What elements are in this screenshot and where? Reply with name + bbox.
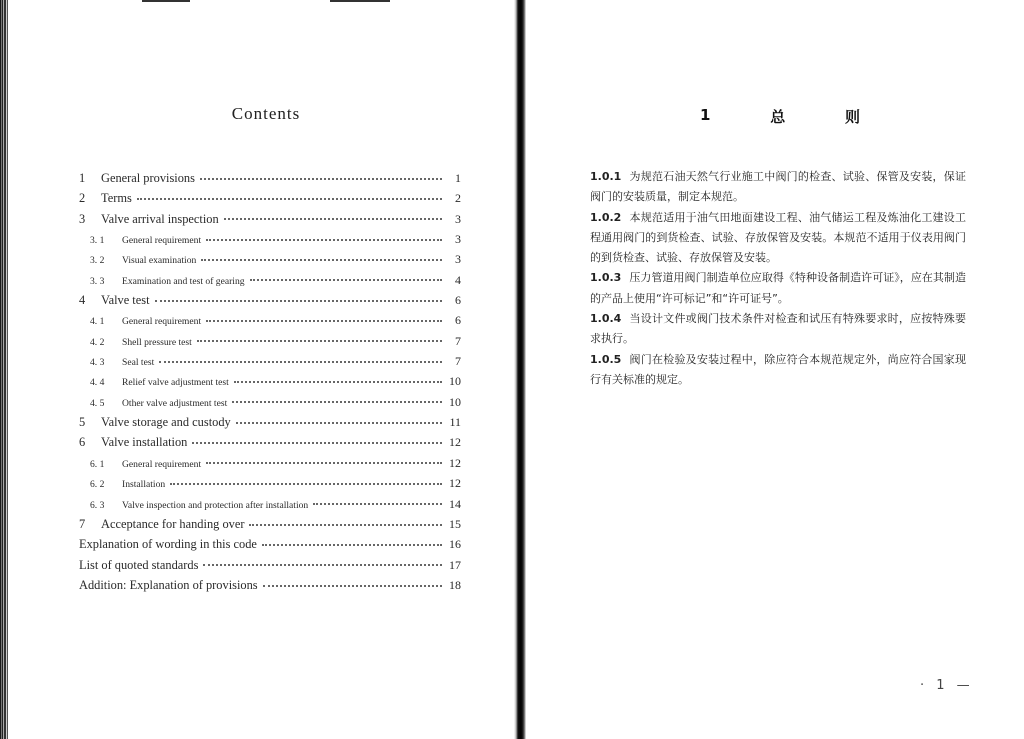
toc-dot-leader xyxy=(234,380,442,383)
toc-entry-number: 3. 2 xyxy=(90,255,105,267)
toc-entry-label: List of quoted standards xyxy=(79,557,199,572)
toc-entry xyxy=(79,310,461,330)
toc-dot-leader xyxy=(197,339,442,342)
toc-entry xyxy=(79,168,461,188)
toc-entry xyxy=(79,270,461,290)
toc-dot-leader xyxy=(313,502,442,505)
toc-entry-page: 12 xyxy=(449,476,461,491)
clause-number: 1.0.1 xyxy=(590,170,622,183)
toc-entry-number: 5 xyxy=(79,415,86,430)
toc-entry xyxy=(79,351,461,371)
toc-entry-page: 3 xyxy=(455,232,461,247)
toc-dot-leader xyxy=(224,217,442,220)
toc-entry-page: 3 xyxy=(455,252,461,267)
toc-entry xyxy=(79,331,461,351)
toc-entry-page: 18 xyxy=(449,577,461,592)
toc-entry-page: 10 xyxy=(449,394,461,409)
toc-entry-label: Acceptance for handing over xyxy=(101,516,245,531)
toc-entry xyxy=(79,575,461,595)
toc-entry-label: Valve arrival inspection xyxy=(101,211,219,226)
toc-entry-number: 4 xyxy=(79,293,86,308)
clause-text: 压力管道用阀门制造单位应取得《特种设备制造许可证》，应在其制造的产品上使用“许可标记”和“许可证号”。 xyxy=(590,271,966,305)
toc-entry-page: 6 xyxy=(455,313,461,328)
toc-entry xyxy=(79,229,461,249)
toc-entry-page: 14 xyxy=(449,496,461,511)
toc-entry-label: Valve storage and custody xyxy=(101,415,231,430)
toc-dot-leader xyxy=(250,278,442,281)
toc-entry-number: 3. 1 xyxy=(90,235,105,247)
clause-text: 阀门在检验及安装过程中，除应符合本规范规定外，尚应符合国家现行有关标准的规定。 xyxy=(590,352,966,386)
toc-entry xyxy=(79,494,461,514)
table-of-contents xyxy=(79,168,461,595)
toc-entry-number: 6. 1 xyxy=(90,458,105,470)
toc-entry-label: General provisions xyxy=(101,171,195,185)
toc-entry xyxy=(79,371,461,391)
toc-dot-leader xyxy=(192,441,442,444)
toc-entry-label: Valve test xyxy=(101,293,150,308)
toc-entry xyxy=(79,514,461,534)
toc-entry-number: 4. 1 xyxy=(90,316,105,328)
clause-paragraph xyxy=(590,167,966,208)
clause-text: 本规范适用于油气田地面建设工程、油气储运工程及炼油化工建设工程通用阀门的到货检查、试验、存放保管及安装。本规范不适用于仪表用阀门的到货检查、试验、存放保管及安装。 xyxy=(590,210,966,265)
toc-entry-page: 16 xyxy=(449,537,461,552)
toc-entry-page: 7 xyxy=(455,354,461,369)
toc-entry-label: Explanation of wording in this code xyxy=(79,537,257,552)
toc-entry-label: Addition: Explanation of provisions xyxy=(79,577,258,592)
toc-entry-page: 17 xyxy=(449,557,461,572)
toc-dot-leader xyxy=(206,319,442,322)
toc-entry-number: 4. 2 xyxy=(90,336,105,348)
top-rule-right xyxy=(330,0,390,2)
toc-entry-label: Seal test xyxy=(122,357,155,369)
toc-dot-leader xyxy=(262,543,442,546)
toc-dot-leader xyxy=(206,461,442,464)
toc-entry-label: General requirement xyxy=(122,458,202,470)
toc-entry-label: Examination and test of gearing xyxy=(122,275,245,287)
toc-entry-label: Valve inspection and protection after installation xyxy=(122,499,309,511)
page-number: · 1 — xyxy=(920,678,974,693)
toc-entry-number: 7 xyxy=(79,516,86,531)
clause-number: 1.0.4 xyxy=(590,312,622,326)
toc-entry-page: 4 xyxy=(455,272,461,287)
toc-entry-label: Other valve adjustment test xyxy=(122,397,228,409)
toc-entry-label: General requirement xyxy=(122,316,202,328)
toc-entry xyxy=(79,412,461,432)
toc-entry-number: 4. 4 xyxy=(90,377,105,389)
book-gutter xyxy=(514,0,526,739)
toc-entry-page: 7 xyxy=(455,333,461,348)
toc-entry-number: 6. 3 xyxy=(90,499,105,511)
toc-entry-label: Relief valve adjustment test xyxy=(122,377,229,389)
toc-entry-number: 3 xyxy=(79,211,86,226)
top-rule-left xyxy=(142,0,190,2)
toc-entry xyxy=(79,473,461,493)
toc-entry-page: 1 xyxy=(455,171,461,185)
toc-entry xyxy=(79,188,461,208)
toc-entry xyxy=(79,432,461,452)
clause-text: 当设计文件或阀门技术条件对检查和试压有特殊要求时，应按特殊要求执行。 xyxy=(590,312,966,346)
toc-dot-leader xyxy=(137,197,442,200)
clause-number: 1.0.2 xyxy=(590,210,622,224)
toc-entry-number: 4. 5 xyxy=(90,397,105,409)
toc-dot-leader xyxy=(206,238,442,241)
clause-paragraph xyxy=(590,268,966,309)
toc-dot-leader xyxy=(200,177,442,180)
toc-dot-leader xyxy=(249,523,442,526)
toc-dot-leader xyxy=(263,584,442,587)
clause-number: 1.0.5 xyxy=(590,352,622,366)
toc-entry xyxy=(79,249,461,269)
toc-entry-page: 3 xyxy=(455,211,461,226)
toc-entry-number: 1 xyxy=(79,171,86,185)
toc-entry-label: Visual examination xyxy=(122,255,197,267)
chapter-title-part-1: 总 xyxy=(770,108,786,126)
chapter-body xyxy=(590,167,966,390)
toc-entry-page: 2 xyxy=(455,191,461,206)
toc-dot-leader xyxy=(159,360,442,363)
chapter-title-part-2: 则 xyxy=(844,108,860,126)
toc-entry-number: 6. 2 xyxy=(90,479,105,491)
toc-dot-leader xyxy=(232,400,442,403)
toc-entry-number: 4. 3 xyxy=(90,357,105,369)
toc-entry xyxy=(79,290,461,310)
toc-entry-label: Installation xyxy=(122,479,166,491)
toc-entry-label: Shell pressure test xyxy=(122,336,192,348)
toc-dot-leader xyxy=(236,421,442,424)
toc-dot-leader xyxy=(170,482,442,485)
scan-edge-left xyxy=(0,0,9,739)
toc-entry-page: 6 xyxy=(455,293,461,308)
toc-entry-number: 3. 3 xyxy=(90,275,105,287)
toc-dot-leader xyxy=(201,258,442,261)
toc-entry-label: Valve installation xyxy=(101,435,188,450)
toc-dot-leader xyxy=(155,299,442,302)
clause-text: 为规范石油天然气行业施工中阀门的检查、试验、保管及安装，保证阀门的安装质量，制定本规范。 xyxy=(590,170,966,204)
clause-number: 1.0.3 xyxy=(590,271,622,285)
clause-paragraph xyxy=(590,208,966,269)
toc-entry-label: Terms xyxy=(101,191,132,206)
toc-entry xyxy=(79,453,461,473)
chapter-number: 1 xyxy=(700,106,711,124)
toc-entry-page: 10 xyxy=(449,374,461,389)
toc-entry xyxy=(79,209,461,229)
toc-entry-label: General requirement xyxy=(122,235,202,247)
clause-paragraph xyxy=(590,350,966,391)
toc-entry-page: 12 xyxy=(449,435,461,450)
toc-dot-leader xyxy=(203,563,442,566)
toc-entry-number: 2 xyxy=(79,191,86,206)
toc-entry-page: 11 xyxy=(449,415,461,430)
toc-entry xyxy=(79,392,461,412)
toc-title: Contents xyxy=(231,104,301,123)
toc-entry-page: 12 xyxy=(449,455,461,470)
chapter-title xyxy=(700,106,860,127)
clause-paragraph xyxy=(590,309,966,350)
toc-entry xyxy=(79,534,461,554)
toc-entry xyxy=(79,555,461,575)
toc-entry-number: 6 xyxy=(79,435,86,450)
toc-entry-page: 15 xyxy=(449,516,461,531)
